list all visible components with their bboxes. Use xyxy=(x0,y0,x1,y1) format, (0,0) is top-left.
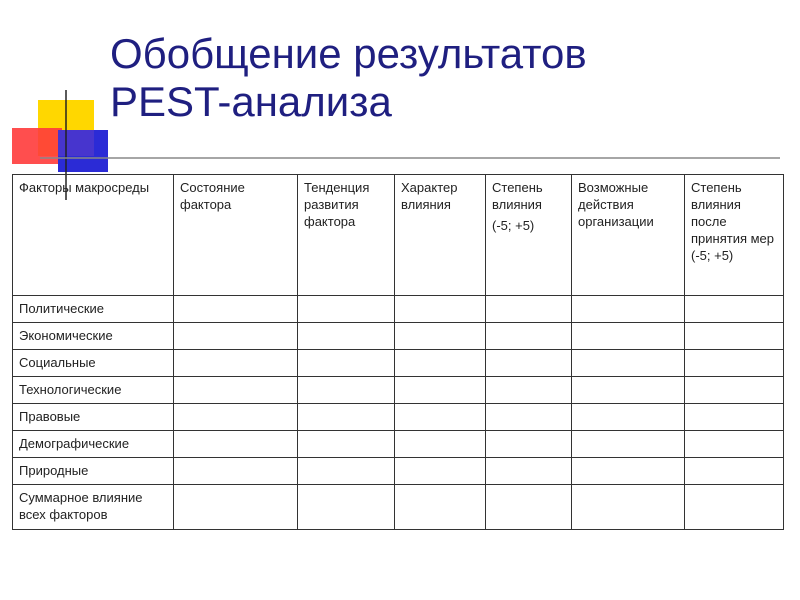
table-cell xyxy=(685,296,784,323)
table-cell xyxy=(395,323,486,350)
table-cell xyxy=(572,350,685,377)
table-cell xyxy=(174,377,298,404)
row-label-legal: Правовые xyxy=(13,404,174,431)
table-cell xyxy=(298,377,395,404)
table-cell xyxy=(298,431,395,458)
slide-title xyxy=(110,30,587,126)
table-cell xyxy=(395,377,486,404)
table-cell xyxy=(174,431,298,458)
header-nature: Характер влияния xyxy=(395,175,486,296)
table-cell xyxy=(174,404,298,431)
title-line-2: PEST-анализа xyxy=(110,78,392,125)
row-label-technological: Технологические xyxy=(13,377,174,404)
table-cell xyxy=(298,485,395,530)
table-row xyxy=(13,377,784,404)
row-label-economic: Экономические xyxy=(13,323,174,350)
pest-table xyxy=(12,174,784,530)
table-cell xyxy=(395,404,486,431)
table-cell xyxy=(395,458,486,485)
header-actions: Возможные действия организации xyxy=(572,175,685,296)
table-cell xyxy=(395,296,486,323)
table-row xyxy=(13,404,784,431)
table-row xyxy=(13,350,784,377)
table-cell xyxy=(395,431,486,458)
table-row xyxy=(13,458,784,485)
table-row xyxy=(13,431,784,458)
table-cell xyxy=(486,323,572,350)
table-cell xyxy=(395,350,486,377)
header-degree-after: Степень влияния после принятия мер (-5; +5) xyxy=(685,175,784,296)
header-degree-label: Степень влияния xyxy=(492,180,543,212)
table-cell xyxy=(685,404,784,431)
table-header-row xyxy=(13,175,784,296)
table-cell xyxy=(486,431,572,458)
table-cell xyxy=(298,323,395,350)
table-cell xyxy=(572,458,685,485)
table-cell xyxy=(174,296,298,323)
title-line-1: Обобщение результатов xyxy=(110,30,587,77)
table-cell xyxy=(486,485,572,530)
table-cell xyxy=(685,350,784,377)
table-cell xyxy=(298,296,395,323)
row-label-political: Политические xyxy=(13,296,174,323)
header-degree xyxy=(486,175,572,296)
table-cell xyxy=(486,377,572,404)
table-cell xyxy=(572,323,685,350)
table-cell xyxy=(174,323,298,350)
table-row xyxy=(13,296,784,323)
table-cell xyxy=(486,404,572,431)
header-factors: Факторы макросреды xyxy=(13,175,174,296)
table-cell xyxy=(298,350,395,377)
table-cell xyxy=(572,404,685,431)
table-row xyxy=(13,485,784,530)
table-cell xyxy=(486,296,572,323)
table-cell xyxy=(486,350,572,377)
table-cell xyxy=(572,485,685,530)
table-cell xyxy=(298,404,395,431)
table-cell xyxy=(395,485,486,530)
row-label-demographic: Демографические xyxy=(13,431,174,458)
table-cell xyxy=(685,485,784,530)
table-cell xyxy=(685,458,784,485)
table-cell xyxy=(572,296,685,323)
table-cell xyxy=(174,485,298,530)
table-cell xyxy=(298,458,395,485)
table-cell xyxy=(685,323,784,350)
table-row xyxy=(13,323,784,350)
header-state: Состояние фактора xyxy=(174,175,298,296)
row-label-total: Суммарное влияние всех факторов xyxy=(13,485,174,530)
row-label-social: Социальные xyxy=(13,350,174,377)
blue-square-overlap xyxy=(58,130,94,156)
header-degree-range: (-5; +5) xyxy=(492,218,535,233)
table-cell xyxy=(685,377,784,404)
table-cell xyxy=(572,431,685,458)
table-cell xyxy=(174,458,298,485)
table-cell xyxy=(572,377,685,404)
table-cell xyxy=(685,431,784,458)
header-trend: Тенденция развития фактора xyxy=(298,175,395,296)
table-cell xyxy=(486,458,572,485)
table-cell xyxy=(174,350,298,377)
row-label-natural: Природные xyxy=(13,458,174,485)
